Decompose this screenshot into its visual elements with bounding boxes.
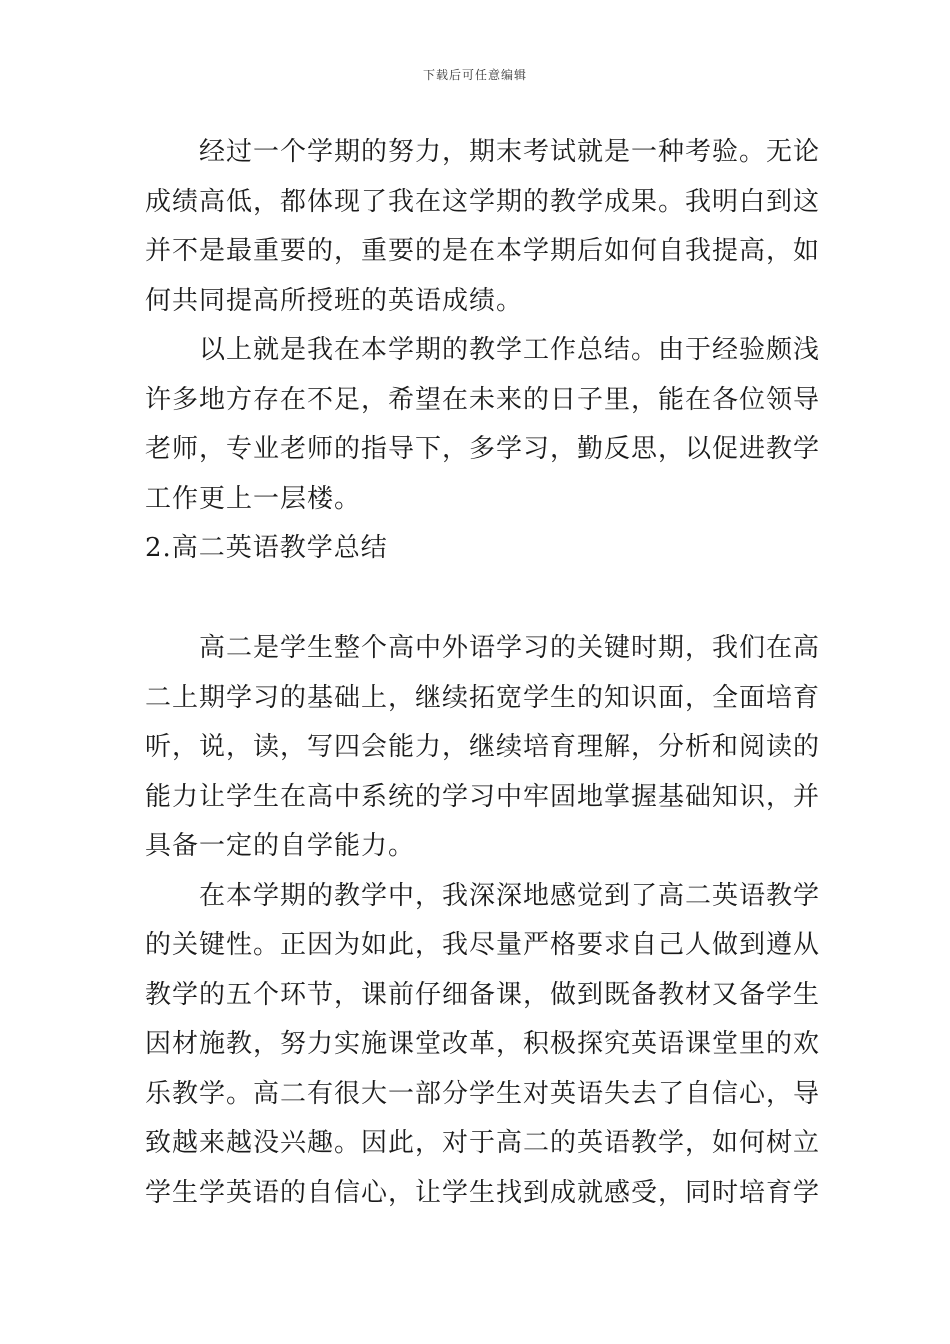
paragraph-line: 在本学期的教学中，我深深地感觉到了高二英语教学: [199, 880, 821, 911]
paragraph-line: 二上期学习的基础上，继续拓宽学生的知识面，全面培育: [145, 682, 821, 713]
paragraph: [145, 872, 821, 1219]
header-note: 下载后可任意编辑: [422, 68, 527, 82]
section-heading: 2.高二英语教学总结: [145, 533, 388, 563]
paragraph-line: 学生学英语的自信心，让学生找到成就感受，同时培育学: [145, 1177, 821, 1208]
paragraph-line: 成绩高低，都体现了我在这学期的教学成果。我明白到这: [145, 186, 821, 217]
paragraph: [145, 326, 821, 524]
paragraph-line: 具备一定的自学能力。: [145, 831, 416, 861]
paragraph-line: 高二是学生整个高中外语学习的关键时期，我们在高: [199, 633, 821, 663]
paragraph-line: 乐教学。高二有很大一部分学生对英语失去了自信心，导: [145, 1078, 821, 1109]
paragraph-line: 致越来越没兴趣。因此，对于高二的英语教学，如何树立: [145, 1128, 821, 1158]
paragraph-line: 经过一个学期的努力，期末考试就是一种考验。无论: [199, 137, 821, 167]
paragraph: [145, 624, 821, 872]
paragraph-line: 的关键性。正因为如此，我尽量严格要求自己人做到遵从: [145, 930, 821, 960]
paragraph-line: 许多地方存在不足，希望在未来的日子里，能在各位领导: [145, 384, 821, 415]
paragraph-line: 并不是最重要的，重要的是在本学期后如何自我提高，如: [145, 236, 821, 266]
paragraph-line: 因材施教，努力实施课堂改革，积极探究英语课堂里的欢: [145, 1029, 821, 1059]
paragraph-line: 老师，专业老师的指导下，多学习，勤反思，以促进教学: [145, 434, 821, 464]
paragraph-line: 以上就是我在本学期的教学工作总结。由于经验颇浅: [199, 335, 821, 365]
paragraph: [145, 128, 821, 326]
body-text-top: [145, 128, 821, 574]
paragraph-line: 能力让学生在高中系统的学习中牢固地掌握基础知识，并: [145, 781, 821, 812]
paragraph-line: 工作更上一层楼。: [145, 483, 362, 514]
paragraph-line: 何共同提高所授班的英语成绩。: [145, 285, 524, 316]
body-text-section: [145, 624, 821, 1218]
paragraph-line: 听，说，读，写四会能力，继续培育理解，分析和阅读的: [145, 732, 821, 762]
paragraph-line: 教学的五个环节，课前仔细备课，做到既备教材又备学生: [145, 979, 821, 1010]
